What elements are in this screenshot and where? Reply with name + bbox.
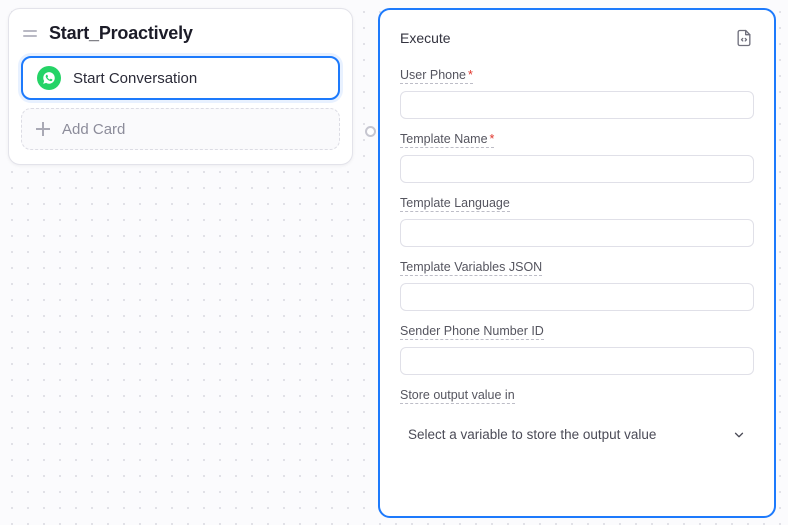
- whatsapp-icon: [37, 66, 61, 90]
- execute-panel: [378, 8, 776, 518]
- flow-node-start-proactively[interactable]: [8, 8, 353, 165]
- template-name-input[interactable]: [400, 155, 754, 183]
- sender-phone-number-id-input[interactable]: [400, 347, 754, 375]
- code-preview-icon[interactable]: [734, 28, 754, 48]
- user-phone-input[interactable]: [400, 91, 754, 119]
- field-template-name: [400, 130, 754, 183]
- node-title: Start_Proactively: [49, 23, 193, 43]
- store-output-variable-value: Select a variable to store the output value: [408, 427, 657, 442]
- field-template-language: [400, 194, 754, 247]
- panel-header: [400, 28, 754, 48]
- field-label-user-phone: User Phone *: [400, 68, 473, 82]
- field-user-phone: [400, 66, 754, 119]
- store-output-variable-select[interactable]: [400, 423, 754, 446]
- template-variables-json-input[interactable]: [400, 283, 754, 311]
- card-label: Start Conversation: [73, 69, 198, 87]
- card-start-conversation[interactable]: [21, 56, 340, 100]
- required-marker: *: [489, 132, 495, 146]
- panel-title: Execute: [400, 30, 451, 46]
- add-card-label: Add Card: [62, 120, 126, 138]
- field-label-template-language: Template Language: [400, 196, 510, 210]
- field-label-store-output-value: Store output value in: [400, 388, 515, 402]
- field-template-variables-json: [400, 258, 754, 311]
- field-label-sender-phone-number-id: Sender Phone Number ID: [400, 324, 544, 338]
- field-sender-phone-number-id: [400, 322, 754, 375]
- required-marker: *: [468, 68, 473, 82]
- drag-handle-icon[interactable]: [23, 27, 39, 41]
- add-card-button[interactable]: [21, 108, 340, 150]
- node-output-port[interactable]: [365, 126, 376, 137]
- field-label-template-variables-json: Template Variables JSON: [400, 260, 543, 274]
- node-header: [9, 9, 352, 52]
- chevron-down-icon: [732, 428, 746, 442]
- template-language-input[interactable]: [400, 219, 754, 247]
- field-label-template-name: Template Name *: [400, 132, 495, 146]
- field-store-output-value: [400, 386, 754, 446]
- plus-icon: [36, 122, 50, 136]
